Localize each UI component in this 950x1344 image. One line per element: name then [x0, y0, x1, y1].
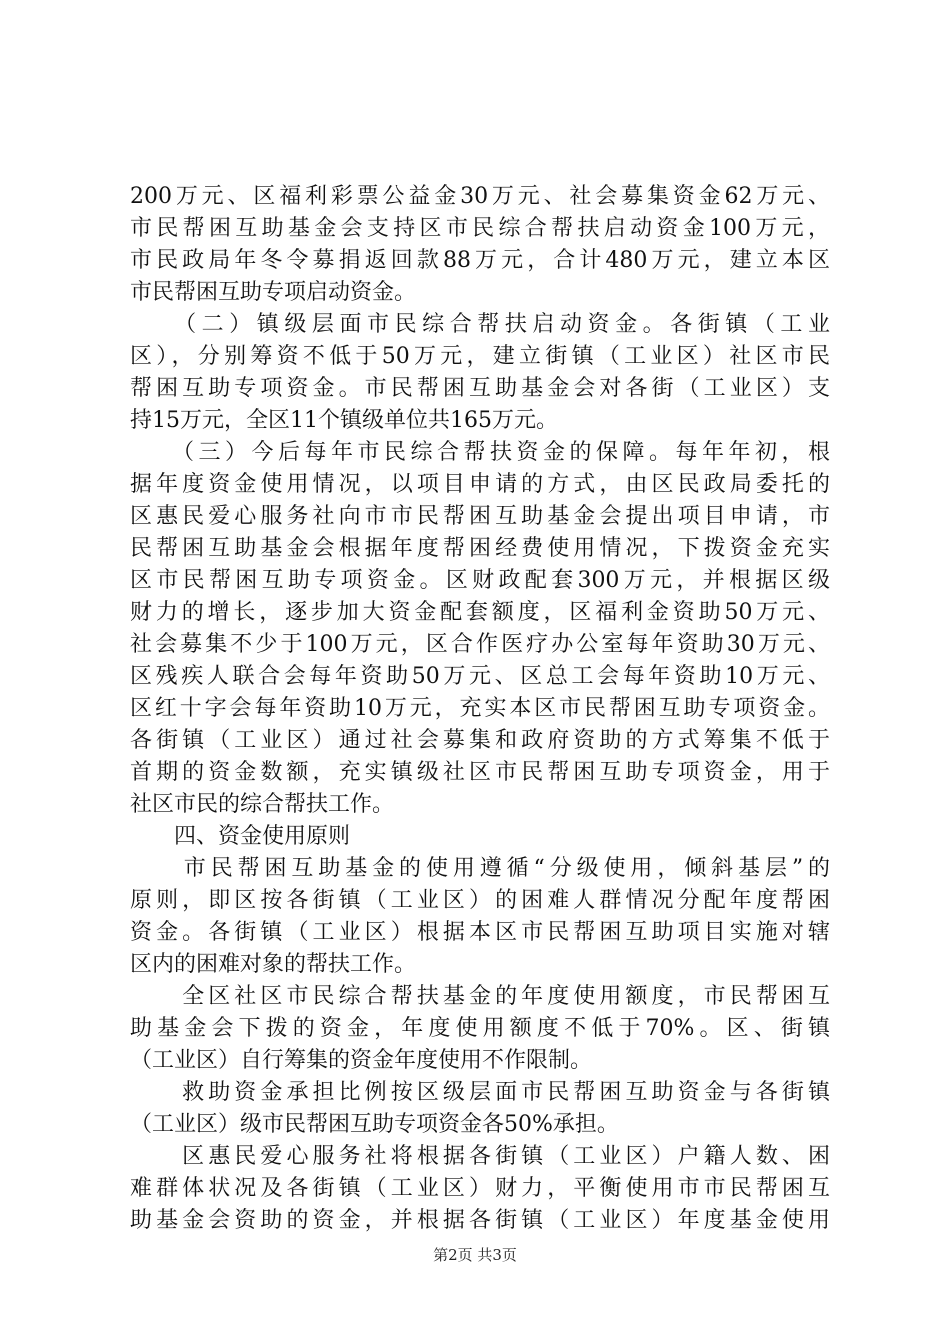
document-body — [130, 181, 830, 1237]
text-line: （工业区）自行筹集的资金年度使用不作限制。 — [130, 1048, 593, 1073]
text-line: 救助资金承担比例按区级层面市民帮困互助资金与各街镇 — [130, 1080, 830, 1105]
text-line: 市民帮困互助基金会支持区市民综合帮扶启动资金100万元， — [130, 216, 830, 241]
text-line: 各街镇（工业区）通过社会募集和政府资助的方式筹集不低于 — [130, 728, 830, 753]
text-line: 区），分别筹资不低于50万元，建立街镇（工业区）社区市民 — [130, 344, 830, 369]
text-line: 市民帮困互助专项启动资金。 — [130, 280, 417, 305]
text-line: 社会募集不少于100万元，区合作医疗办公室每年资助30万元、 — [130, 632, 830, 657]
text-line: 原则，即区按各街镇（工业区）的困难人群情况分配年度帮困 — [130, 888, 830, 913]
text-line: 持15万元，全区11个镇级单位共165万元。 — [130, 408, 558, 433]
text-line: 助基金会资助的资金，并根据各街镇（工业区）年度基金使用 — [130, 1208, 830, 1233]
section-heading: 四、资金使用原则 — [130, 824, 351, 849]
text-line: （工业区）级市民帮困互助专项资金各50%承担。 — [130, 1112, 619, 1137]
text-line: 区内的困难对象的帮扶工作。 — [130, 952, 417, 977]
text-line: （三）今后每年市民综合帮扶资金的保障。每年年初，根 — [130, 440, 830, 465]
text-line: （二）镇级层面市民综合帮扶启动资金。各街镇（工业 — [130, 312, 830, 337]
text-line: 财力的增长，逐步加大资金配套额度，区福利金资助50万元、 — [130, 600, 830, 625]
text-line: 200万元、区福利彩票公益金30万元、社会募集资金62万元、 — [130, 184, 830, 209]
text-line: 区残疾人联合会每年资助50万元、区总工会每年资助10万元、 — [130, 664, 830, 689]
page-number-footer: 第2页 共3页 — [433, 1246, 517, 1264]
text-line: 助基金会下拨的资金，年度使用额度不低于70%。区、街镇 — [130, 1016, 830, 1041]
text-line: 区惠民爱心服务社将根据各街镇（工业区）户籍人数、困 — [130, 1144, 830, 1169]
text-line: 民帮困互助基金会根据年度帮困经费使用情况，下拨资金充实 — [130, 536, 830, 561]
text-line: 帮困互助专项资金。市民帮困互助基金会对各街（工业区）支 — [130, 376, 830, 401]
text-line: 难群体状况及各街镇（工业区）财力，平衡使用市市民帮困互 — [130, 1176, 830, 1201]
text-line: 全区社区市民综合帮扶基金的年度使用额度，市民帮困互 — [130, 984, 830, 1009]
text-line: 首期的资金数额，充实镇级社区市民帮困互助专项资金，用于 — [130, 760, 830, 785]
text-line: 市民政局年冬令募捐返回款88万元，合计480万元，建立本区 — [130, 248, 830, 273]
text-line: 区红十字会每年资助10万元，充实本区市民帮困互助专项资金。 — [130, 696, 830, 721]
text-line: 据年度资金使用情况，以项目申请的方式，由区民政局委托的 — [130, 472, 830, 497]
text-line: 市民帮困互助基金的使用遵循“分级使用，倾斜基层”的 — [130, 856, 830, 881]
text-line: 区市民帮困互助专项资金。区财政配套300万元，并根据区级 — [130, 568, 830, 593]
text-line: 社区市民的综合帮扶工作。 — [130, 792, 395, 817]
text-line: 区惠民爱心服务社向市市民帮困互助基金会提出项目申请，市 — [130, 504, 830, 529]
text-line: 资金。各街镇（工业区）根据本区市民帮困互助项目实施对辖 — [130, 920, 830, 945]
